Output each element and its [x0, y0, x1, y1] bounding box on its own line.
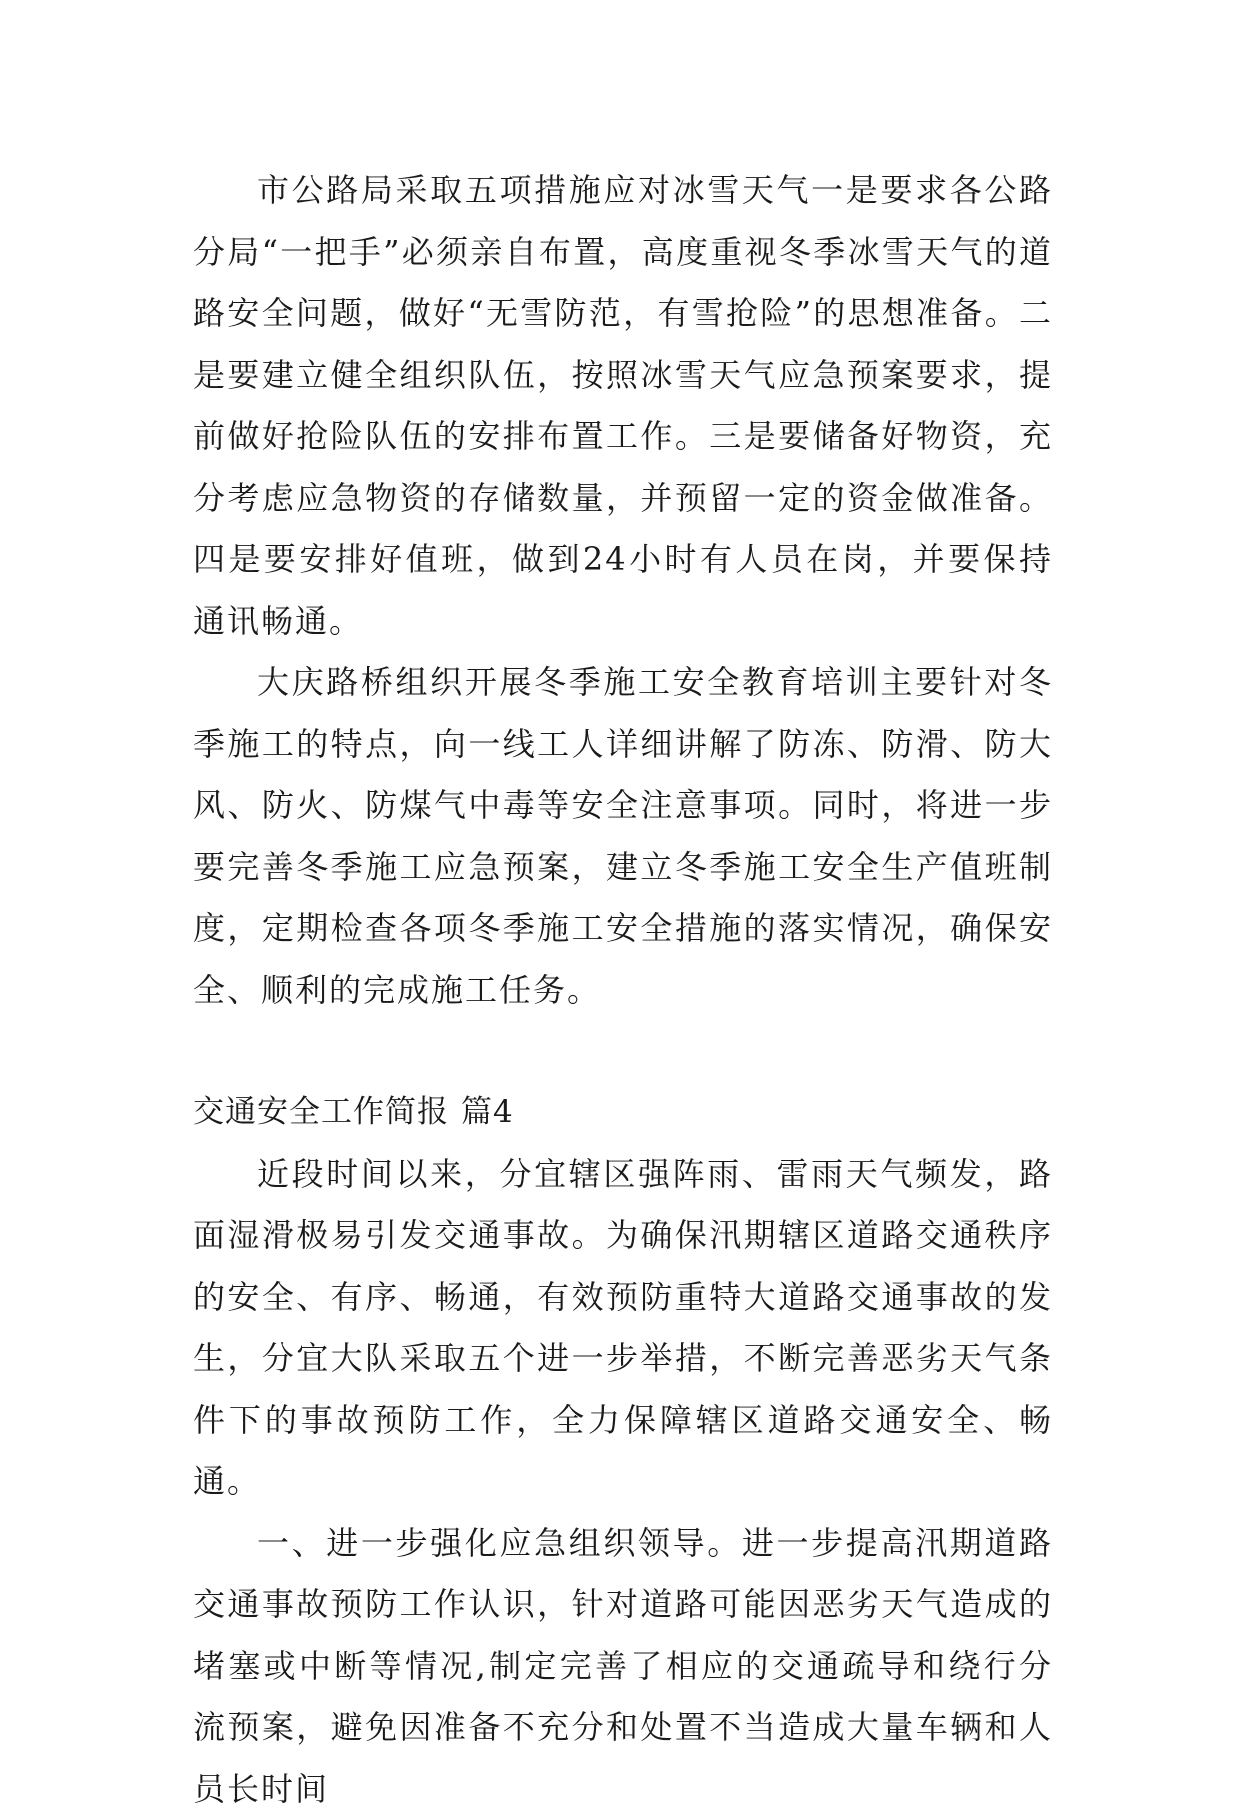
- paragraph-daqing-road-bridge-training: 大庆路桥组织开展冬季施工安全教育培训主要针对冬季施工的特点，向一线工人详细讲解了防冻、防滑、防大风、防火、防煤气中毒等安全注意事项。同时，将进一步要完善冬季施工应急预案，建立冬季施工安全生产值班制度，定期检查各项冬季施工安全措施的落实情况，确保安全、顺利的完成施工任务。: [193, 652, 1053, 1021]
- paragraph-fenyi-rainy-weather: 近段时间以来，分宜辖区强阵雨、雷雨天气频发，路面湿滑极易引发交通事故。为确保汛期辖区道路交通秩序的安全、有序、畅通，有效预防重特大道路交通事故的发生，分宜大队采取五个进一步举措，不断完善恶劣天气条件下的事故预防工作，全力保障辖区道路交通安全、畅通。: [193, 1144, 1053, 1513]
- document-body: [193, 160, 1053, 1820]
- paragraph-emergency-leadership: 一、进一步强化应急组织领导。进一步提高汛期道路交通事故预防工作认识，针对道路可能因恶劣天气造成的堵塞或中断等情况,制定完善了相应的交通疏导和绕行分流预案，避免因准备不充分和处置不当造成大量车辆和人员长时间: [193, 1513, 1053, 1820]
- paragraph-road-bureau-measures: 市公路局采取五项措施应对冰雪天气一是要求各公路分局“一把手”必须亲自布置，高度重视冬季冰雪天气的道路安全问题，做好“无雪防范，有雪抢险”的思想准备。二是要建立健全组织队伍，按照冰雪天气应急预案要求，提前做好抢险队伍的安排布置工作。三是要储备好物资，充分考虑应急物资的存储数量，并预留一定的资金做准备。四是要安排好值班，做到24小时有人员在岗，并要保持通讯畅通。: [193, 160, 1053, 652]
- section-heading: [193, 1082, 1053, 1144]
- section-heading-title: 交通安全工作简报: [193, 1094, 449, 1130]
- section-heading-part: 篇4: [461, 1094, 514, 1130]
